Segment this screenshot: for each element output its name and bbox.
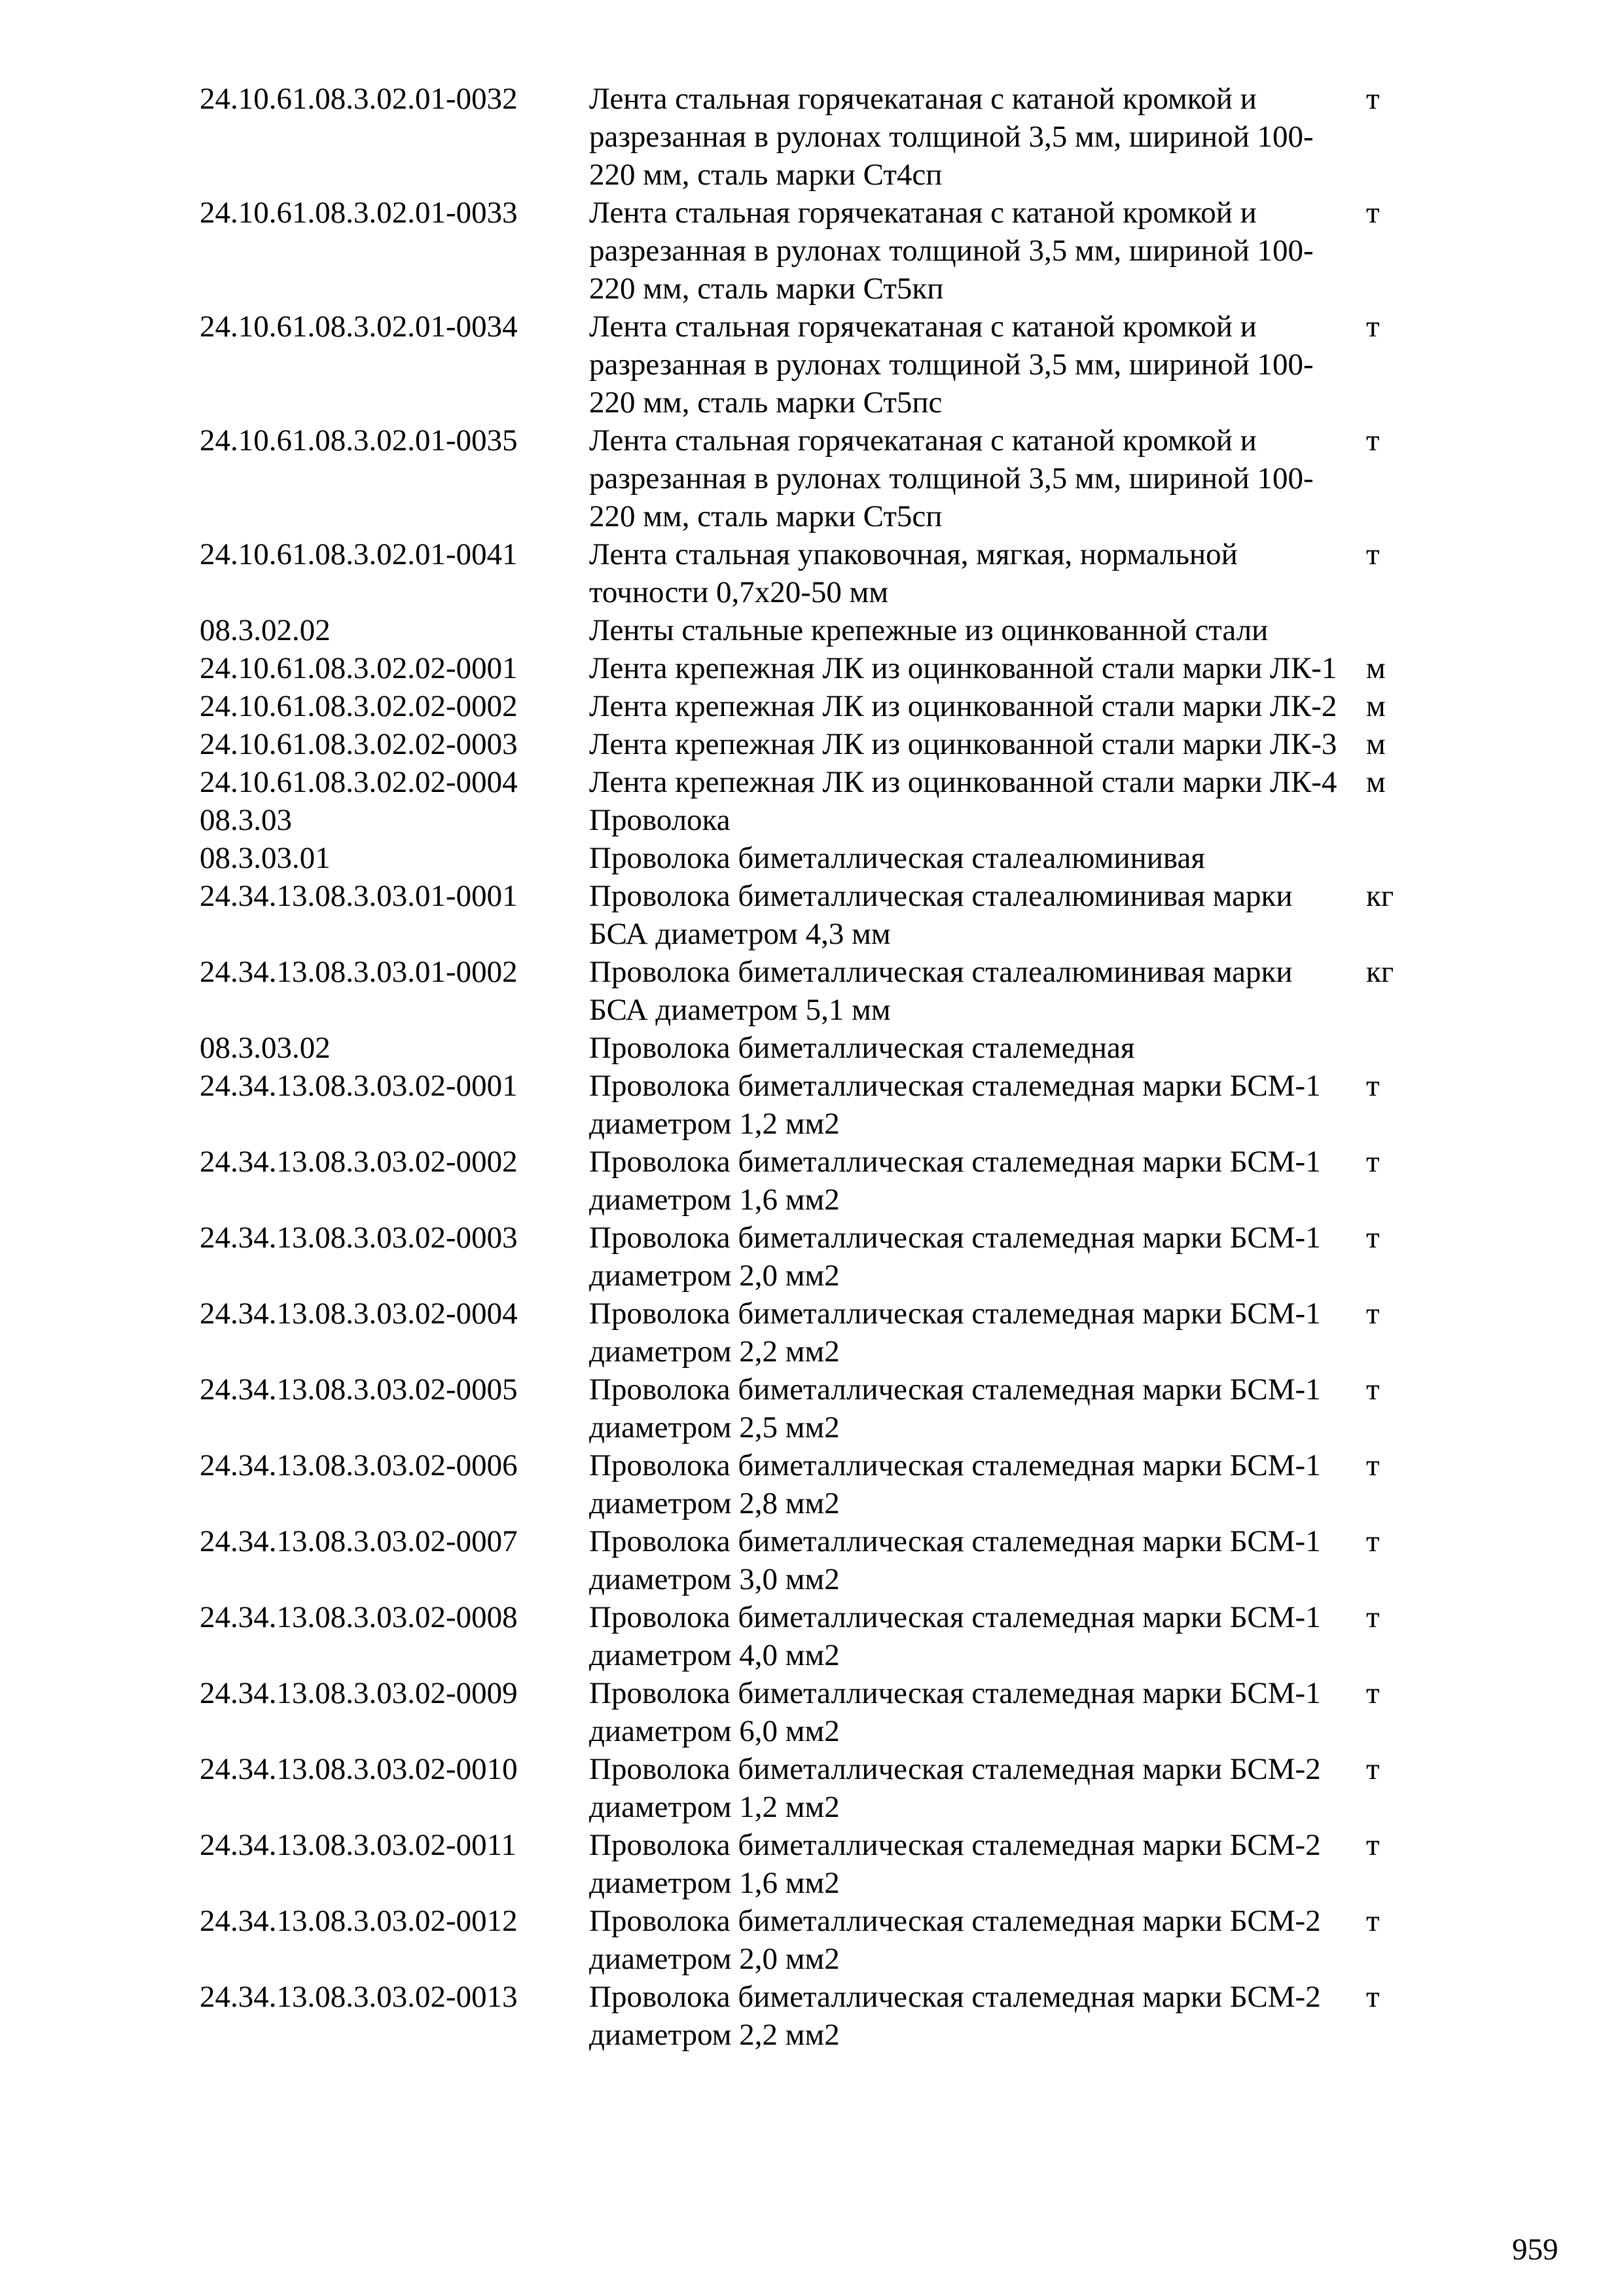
classifier-entries (200, 80, 1443, 2054)
entry-unit: м (1366, 727, 1386, 761)
entry-name: Проволока биметаллическая сталемедная (589, 1031, 1135, 1065)
entry-code: 24.10.61.08.3.02.01-0032 (200, 82, 518, 116)
entry-name: Проволока биметаллическая сталеалюминивая марки БСА диаметром 4,3 мм (589, 879, 1293, 951)
entry-row (200, 1371, 1443, 1446)
entry-name: Лента стальная горячекатаная с катаной кромкой и разрезанная в рулонах толщиной 3,5 мм, шириной 100-220 мм, сталь марки Ст4сп (589, 82, 1314, 192)
entry-code: 24.34.13.08.3.03.02-0001 (200, 1069, 518, 1103)
entry-unit: кг (1366, 879, 1394, 913)
entry-row (200, 839, 1443, 877)
entry-name: Проволока биметаллическая сталемедная марки БСМ-2 диаметром 2,2 мм2 (589, 1980, 1321, 2052)
entry-unit: т (1366, 537, 1380, 571)
entry-code: 24.10.61.08.3.02.01-0034 (200, 310, 518, 344)
entry-row (200, 687, 1443, 725)
entry-row (200, 953, 1443, 1029)
entry-code: 24.10.61.08.3.02.02-0004 (200, 765, 518, 799)
entry-row (200, 1522, 1443, 1598)
entry-name: Проволока биметаллическая сталемедная марки БСМ-1 диаметром 2,8 мм2 (589, 1448, 1321, 1520)
entry-name: Ленты стальные крепежные из оцинкованной стали (589, 613, 1269, 647)
entry-row (200, 763, 1443, 801)
entry-unit: т (1366, 1069, 1380, 1103)
entry-row (200, 611, 1443, 649)
entry-unit: т (1366, 1448, 1380, 1482)
entry-code: 24.10.61.08.3.02.01-0033 (200, 196, 518, 230)
entry-row (200, 801, 1443, 839)
entry-name: Проволока (589, 803, 731, 837)
entry-code: 24.34.13.08.3.03.02-0012 (200, 1904, 518, 1938)
entry-name: Лента крепежная ЛК из оцинкованной стали марки ЛК-2 (589, 689, 1337, 723)
entry-row (200, 1143, 1443, 1219)
entry-row (200, 1978, 1443, 2054)
entry-row (200, 725, 1443, 763)
entry-code: 24.34.13.08.3.03.02-0010 (200, 1752, 518, 1786)
entry-code: 24.34.13.08.3.03.02-0004 (200, 1297, 518, 1331)
entry-code: 24.34.13.08.3.03.02-0009 (200, 1676, 518, 1710)
entry-name: Лента стальная горячекатаная с катаной кромкой и разрезанная в рулонах толщиной 3,5 мм, шириной 100-220 мм, сталь марки Ст5пс (589, 310, 1314, 420)
entry-unit: кг (1366, 955, 1394, 989)
entry-row (200, 80, 1443, 194)
entry-row (200, 1295, 1443, 1371)
entry-name: Проволока биметаллическая сталемедная марки БСМ-1 диаметром 2,5 мм2 (589, 1372, 1321, 1444)
entry-row (200, 1219, 1443, 1295)
entry-unit: т (1366, 1600, 1380, 1634)
entry-name: Проволока биметаллическая сталемедная марки БСМ-1 диаметром 6,0 мм2 (589, 1676, 1321, 1748)
page-number: 959 (1512, 2233, 1559, 2267)
entry-unit: т (1366, 1221, 1380, 1255)
entry-code: 24.34.13.08.3.03.02-0011 (200, 1828, 516, 1862)
entry-name: Проволока биметаллическая сталемедная марки БСМ-1 диаметром 1,6 мм2 (589, 1145, 1321, 1217)
entry-unit: т (1366, 1297, 1380, 1331)
entry-row (200, 194, 1443, 308)
entry-code: 24.34.13.08.3.03.02-0013 (200, 1980, 518, 2014)
entry-unit: т (1366, 1828, 1380, 1862)
entry-name: Проволока биметаллическая сталемедная марки БСМ-1 диаметром 3,0 мм2 (589, 1524, 1321, 1596)
entry-name: Проволока биметаллическая сталемедная марки БСМ-1 диаметром 4,0 мм2 (589, 1600, 1321, 1672)
entry-name: Лента стальная упаковочная, мягкая, нормальной точности 0,7х20-50 мм (589, 537, 1238, 609)
entry-row (200, 1826, 1443, 1902)
entry-code: 24.10.61.08.3.02.02-0003 (200, 727, 518, 761)
entry-row (200, 1598, 1443, 1674)
entry-unit: м (1366, 765, 1386, 799)
entry-name: Проволока биметаллическая сталемедная марки БСМ-1 диаметром 2,0 мм2 (589, 1221, 1321, 1293)
entry-unit: т (1366, 1904, 1380, 1938)
entry-code: 24.34.13.08.3.03.02-0002 (200, 1145, 518, 1179)
entry-unit: м (1366, 689, 1386, 723)
entry-code: 24.10.61.08.3.02.01-0041 (200, 537, 518, 571)
entry-row (200, 1902, 1443, 1978)
entry-name: Проволока биметаллическая сталемедная марки БСМ-2 диаметром 2,0 мм2 (589, 1904, 1321, 1976)
entry-unit: т (1366, 1980, 1380, 2014)
entry-row (200, 308, 1443, 422)
entry-name: Лента стальная горячекатаная с катаной кромкой и разрезанная в рулонах толщиной 3,5 мм, шириной 100-220 мм, сталь марки Ст5сп (589, 423, 1314, 533)
entry-name: Проволока биметаллическая сталемедная марки БСМ-2 диаметром 1,6 мм2 (589, 1828, 1321, 1900)
entry-code: 08.3.03 (200, 803, 292, 837)
entry-row (200, 535, 1443, 611)
entry-unit: т (1366, 1676, 1380, 1710)
entry-row (200, 1674, 1443, 1750)
entry-name: Лента стальная горячекатаная с катаной кромкой и разрезанная в рулонах толщиной 3,5 мм, шириной 100-220 мм, сталь марки Ст5кп (589, 196, 1314, 306)
entry-name: Проволока биметаллическая сталеалюминивая (589, 841, 1205, 875)
entry-row (200, 1750, 1443, 1826)
entry-name: Лента крепежная ЛК из оцинкованной стали марки ЛК-3 (589, 727, 1337, 761)
entry-code: 24.10.61.08.3.02.02-0001 (200, 651, 518, 685)
entry-code: 24.10.61.08.3.02.01-0035 (200, 423, 518, 457)
entry-name: Проволока биметаллическая сталеалюминивая марки БСА диаметром 5,1 мм (589, 955, 1293, 1027)
entry-unit: т (1366, 1524, 1380, 1558)
entry-unit: т (1366, 82, 1380, 116)
entry-name: Лента крепежная ЛК из оцинкованной стали марки ЛК-4 (589, 765, 1337, 799)
entry-code: 24.34.13.08.3.03.02-0006 (200, 1448, 518, 1482)
entry-unit: т (1366, 1145, 1380, 1179)
entry-unit: м (1366, 651, 1386, 685)
entry-name: Проволока биметаллическая сталемедная марки БСМ-2 диаметром 1,2 мм2 (589, 1752, 1321, 1824)
entry-code: 08.3.03.02 (200, 1031, 331, 1065)
entry-code: 24.34.13.08.3.03.02-0007 (200, 1524, 518, 1558)
entry-row (200, 877, 1443, 953)
entry-code: 24.34.13.08.3.03.01-0001 (200, 879, 518, 913)
entry-code: 08.3.03.01 (200, 841, 331, 875)
entry-row (200, 1446, 1443, 1522)
entry-unit: т (1366, 423, 1380, 457)
entry-row (200, 1067, 1443, 1143)
entry-row (200, 649, 1443, 687)
entry-unit: т (1366, 1372, 1380, 1407)
entry-code: 24.10.61.08.3.02.02-0002 (200, 689, 518, 723)
entry-code: 24.34.13.08.3.03.02-0003 (200, 1221, 518, 1255)
entry-code: 08.3.02.02 (200, 613, 331, 647)
entry-name: Проволока биметаллическая сталемедная марки БСМ-1 диаметром 1,2 мм2 (589, 1069, 1321, 1141)
entry-unit: т (1366, 1752, 1380, 1786)
entry-name: Проволока биметаллическая сталемедная марки БСМ-1 диаметром 2,2 мм2 (589, 1297, 1321, 1369)
entry-code: 24.34.13.08.3.03.02-0005 (200, 1372, 518, 1407)
entry-row (200, 422, 1443, 535)
entry-code: 24.34.13.08.3.03.02-0008 (200, 1600, 518, 1634)
entry-row (200, 1029, 1443, 1067)
entry-name: Лента крепежная ЛК из оцинкованной стали марки ЛК-1 (589, 651, 1337, 685)
entry-unit: т (1366, 196, 1380, 230)
entry-unit: т (1366, 310, 1380, 344)
entry-code: 24.34.13.08.3.03.01-0002 (200, 955, 518, 989)
